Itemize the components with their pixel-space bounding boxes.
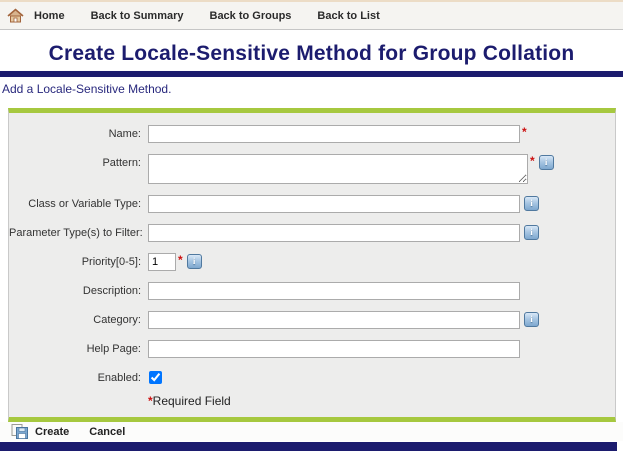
field-row-priority [9,253,615,271]
parameter-types-label: Parameter Type(s) to Filter: [9,227,143,239]
enabled-checkbox[interactable] [149,371,162,384]
required-asterisk: * [522,125,527,139]
field-row-description [9,282,615,300]
cancel-button-label: Cancel [89,425,126,438]
nav-back-to-groups[interactable]: Back to Groups [209,9,292,22]
category-input[interactable] [148,311,520,329]
priority-info-icon[interactable]: i [187,254,202,269]
field-row-class-type [9,195,615,213]
create-button-label: Create [35,425,70,438]
nav-back-to-summary[interactable]: Back to Summary [90,9,184,22]
parameter-types-input[interactable] [148,224,520,242]
name-input[interactable] [148,125,520,143]
nav-home[interactable]: Home [34,9,65,22]
field-row-pattern [9,154,615,184]
parameter-types-info-icon[interactable]: i [524,225,539,240]
field-row-category [9,311,615,329]
description-input[interactable] [148,282,520,300]
field-row-name [9,125,615,143]
required-asterisk: * [178,253,183,267]
required-asterisk: * [148,394,153,408]
enabled-label: Enabled: [97,372,141,384]
cancel-button[interactable] [89,426,125,438]
class-type-label: Class or Variable Type: [28,198,141,210]
priority-label: Priority[0-5]: [81,256,141,268]
required-note-text: Required Field [152,394,231,408]
field-row-enabled [9,369,615,384]
save-icon [11,424,28,439]
page-subtitle: Add a Locale-Sensitive Method. [2,82,172,96]
help-page-label: Help Page: [86,343,141,355]
form-panel [8,108,616,422]
page-title: Create Locale-Sensitive Method for Group Collation [48,42,575,65]
home-icon [7,8,24,23]
class-type-input[interactable] [148,195,520,213]
title-divider [0,71,623,77]
priority-input[interactable] [148,253,176,271]
field-row-help-page [9,340,615,358]
help-page-input[interactable] [148,340,520,358]
create-button[interactable] [11,424,69,439]
field-row-parameter-types [9,224,615,242]
pattern-info-icon[interactable]: i [539,155,554,170]
category-info-icon[interactable]: i [524,312,539,327]
required-field-note [148,395,615,417]
class-type-info-icon[interactable]: i [524,196,539,211]
top-navigation [0,0,623,30]
name-label: Name: [108,128,141,140]
category-label: Category: [93,314,141,326]
description-label: Description: [82,285,141,297]
pattern-label: Pattern: [102,157,141,169]
bottom-navy-bar [0,442,617,451]
action-toolbar [0,422,623,441]
pattern-textarea[interactable] [148,154,528,184]
required-asterisk: * [530,154,535,168]
nav-back-to-list[interactable]: Back to List [317,9,380,22]
